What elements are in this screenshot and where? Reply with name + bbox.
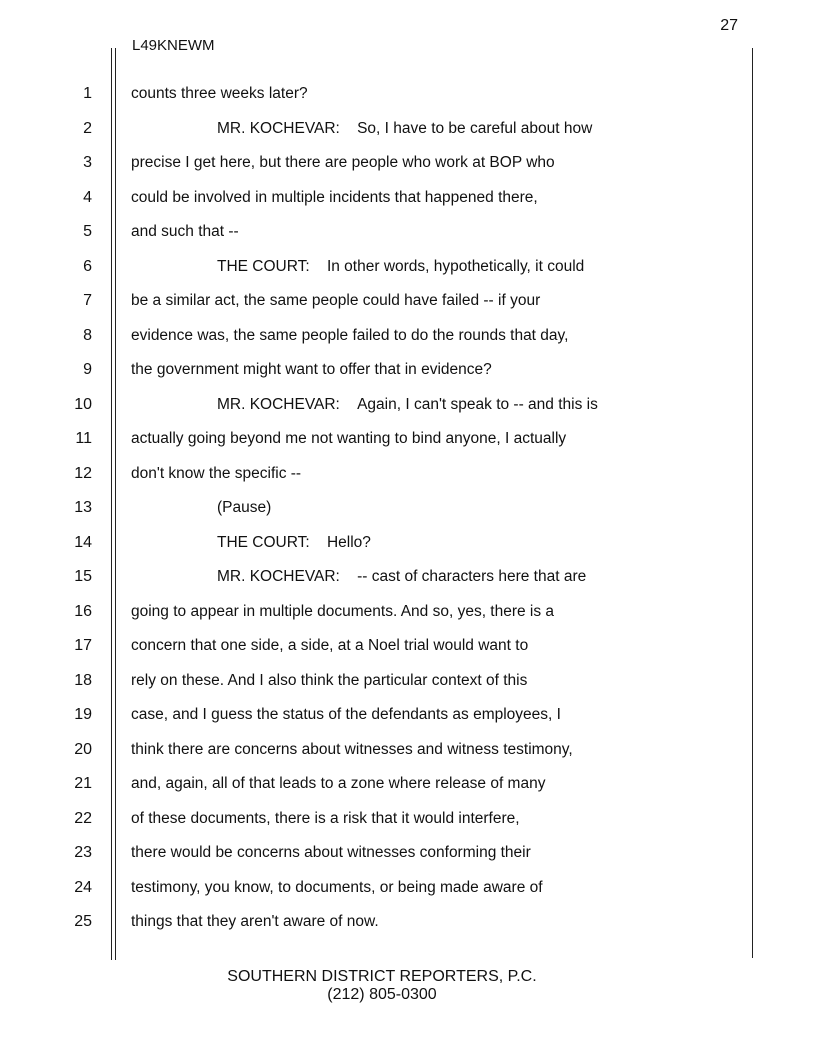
reporter-name: SOUTHERN DISTRICT REPORTERS, P.C. [227,968,537,985]
transcript-line: going to appear in multiple documents. And so, yes, there is a [131,602,555,620]
transcript-line: things that they aren't aware of now. [131,913,379,930]
line-number: 21 [74,775,92,792]
reporter-phone: (212) 805-0300 [327,986,437,1003]
line-number: 3 [83,154,92,171]
line-number: 9 [83,361,92,378]
right-margin-rule [752,48,753,958]
line-number: 25 [74,913,92,930]
line-number: 8 [83,326,92,344]
line-number: 13 [74,499,92,516]
transcript-line: could be involved in multiple incidents that happened there, [131,188,538,206]
line-number-column [64,84,92,947]
transcript-line: and such that -- [131,223,239,240]
line-number: 11 [75,430,92,447]
page-number: 27 [720,17,738,34]
line-number: 17 [74,637,92,654]
line-number: 14 [74,533,92,551]
transcript-line: the government might want to offer that in evidence? [131,361,492,378]
left-margin-rule-outer [111,48,112,960]
transcript-line: be a similar act, the same people could have failed -- if your [131,292,541,309]
line-number: 24 [74,878,92,896]
transcript-line: case, and I guess the status of the defendants as employees, I [131,706,561,723]
transcript-line: THE COURT: In other words, hypothetically, it could [217,257,585,275]
transcript-line: testimony, you know, to documents, or being made aware of [131,878,543,896]
transcript-line: of these documents, there is a risk that it would interfere, [131,809,520,827]
transcript-line: MR. KOCHEVAR: Again, I can't speak to -- and this is [217,395,598,413]
transcript-line: MR. KOCHEVAR: -- cast of characters here that are [217,568,587,585]
line-number: 23 [74,844,92,861]
line-number: 16 [74,602,92,620]
case-code: L49KNEWM [132,37,215,54]
transcript-line: concern that one side, a side, at a Noel trial would want to [131,637,529,654]
transcript-line: counts three weeks later? [131,85,308,102]
line-number: 20 [74,740,92,758]
transcript-line: don't know the specific -- [131,464,302,482]
line-number: 5 [83,223,92,240]
line-number: 19 [74,706,92,723]
transcript-line: rely on these. And I also think the particular context of this [131,671,528,689]
line-number: 18 [74,671,92,689]
transcript-text-column [131,84,731,947]
transcript-line: THE COURT: Hello? [217,533,371,551]
footer [180,968,584,1004]
line-number: 10 [74,395,92,413]
transcript-line: evidence was, the same people failed to do the rounds that day, [131,326,569,344]
transcript-line: MR. KOCHEVAR: So, I have to be careful about how [217,119,593,137]
line-number: 12 [74,464,92,482]
transcript-line: and, again, all of that leads to a zone where release of many [131,775,546,792]
transcript-line: actually going beyond me not wanting to bind anyone, I actually [131,430,567,447]
line-number: 1 [83,85,92,102]
line-number: 22 [74,809,92,827]
line-number: 6 [83,257,92,275]
left-margin-rule-inner [115,48,116,960]
transcript-line: precise I get here, but there are people who work at BOP who [131,154,555,171]
line-number: 4 [83,188,92,206]
line-number: 7 [83,292,92,309]
line-number: 15 [74,568,92,585]
transcript-line: (Pause) [217,499,272,516]
transcript-line: think there are concerns about witnesses and witness testimony, [131,740,573,758]
transcript-line: there would be concerns about witnesses conforming their [131,844,531,861]
line-number: 2 [83,119,92,137]
